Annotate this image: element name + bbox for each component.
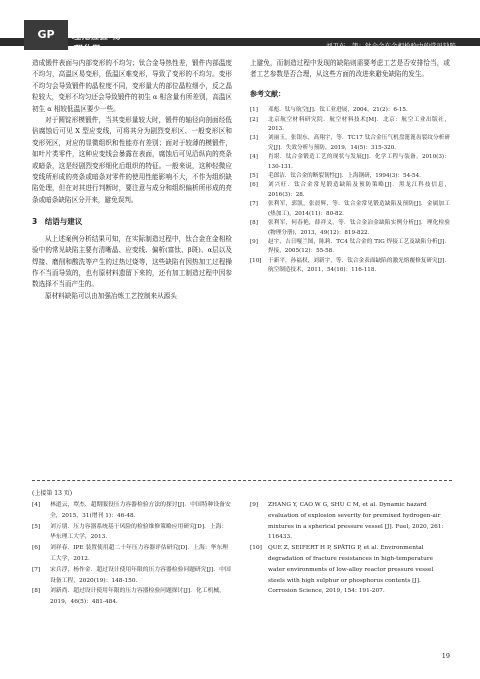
reference-number: [4]: [32, 502, 41, 508]
reference-number: [4]: [250, 154, 258, 161]
reference-item: [250, 153, 450, 172]
section-title: 3 结语与建议: [32, 217, 83, 227]
reference-number: [6]: [32, 545, 41, 552]
reference-text: 刘兴旺．钛合金常见锻造缺陷及预防策略[J]．黑龙江科技信息，2016(3)：28．: [268, 182, 450, 198]
reference-item: [250, 500, 450, 543]
reference-number: [10]: [250, 545, 262, 552]
reference-text: 刘祥春．IPE 装置使用超二十年压力容器评估研究[D]．上海：华东理工大学，2012．: [50, 545, 228, 562]
right-column: [250, 58, 450, 276]
journal-logo-mark: GP: [24, 20, 68, 50]
reference-text: 林道云，覃杰．超期服役压力容器检验方法的探讨[J]．中国特种设备安全，2015，31(增刊 1)：46-48．: [50, 502, 231, 519]
reference-text: 毛郎洁．钛合金的断裂韧性[J]．上海钢研，1994(3)：54-54．: [268, 173, 425, 180]
reference-number: [8]: [32, 588, 41, 595]
reference-item: [250, 172, 450, 181]
running-head: 刘卫东，等：钛合金在金相检验中的常见缺陷: [326, 42, 456, 50]
reference-text: 刘新尚．超过设计使用年限的压力容器检验问题探讨[J]．化工机械，2019，46(5)：481-484．: [50, 588, 225, 606]
page-header: [0, 0, 480, 55]
reference-item: [32, 565, 232, 587]
reference-text: 于新平，孙福权，刘新宇，等．钛合金表面缺陷的激光熔覆修复研究[J]．航空制造技术，2011，54(16)：116-118．: [268, 257, 450, 274]
reference-item: [250, 200, 450, 219]
reference-text: 肖堪．钛合金锻造工艺的现状与发展[J]．化学工程与装备，2010(3)：130-131．: [268, 154, 450, 170]
reference-text: 赵宇，吉日嘎兰图，陈莉．TC4 钛合金的 TIG 焊接工艺及缺陷分析[J]．焊接，2005(12)：55-58．: [268, 238, 450, 255]
reference-text: 北京航空材料研究院．航空材料技术[M]．北京：航空工业出版社，2013．: [268, 116, 450, 133]
reference-item: [250, 543, 450, 597]
reference-item: [32, 500, 232, 522]
continued-reference-list-left: [32, 500, 232, 608]
continued-note: (上接第 13 页): [32, 490, 73, 497]
journal-logo: [24, 20, 124, 55]
reference-item: [250, 106, 450, 115]
body-paragraph: 原材料缺陷可以由加强冶炼工艺控制来从源头: [45, 291, 177, 300]
reference-text: 张利军，郭凯，张晨辉，等．钛合金常见锻造缺陷及预防[J]．金属加工(热加工)，2014(11)：80-82．: [268, 201, 450, 217]
page-number: 19: [441, 652, 450, 660]
reference-number: [6]: [250, 182, 258, 189]
reference-text: 宋兵浮，杨作金．超过设计使用年限的压力容器检验问题研究[J]．中国设备工程，2020(19)：148-150．: [50, 566, 231, 584]
reference-number: [9]: [250, 238, 258, 245]
reference-number: [7]: [32, 566, 41, 573]
section-separator: [32, 480, 452, 481]
continued-reference-list-right: [250, 500, 450, 597]
references-title: 参考文献：: [250, 89, 285, 98]
reference-item: [250, 134, 450, 153]
reference-number: [3]: [250, 135, 258, 142]
reference-number: [7]: [250, 201, 258, 208]
reference-text: 张利军，何春艳，薛祥义，等．钛合金冶金缺陷实例分析[J]．理化检验(物理分册)，2013，49(12)：819-822．: [268, 220, 450, 236]
reference-item: [32, 586, 232, 608]
reference-number: [8]: [250, 220, 258, 227]
journal-logo-text: 理化检验-物理分册: [72, 32, 121, 55]
reference-number: [9]: [250, 502, 259, 508]
reference-text: 刘丽玉，张银东，高翔宇，等．TC17 钛合金压气机盘篦篦齿裂纹分析研究[J]．失效分析与预防，2019，14(5)：315-320．: [268, 135, 450, 151]
reference-text: QUE Z, SEIFERT H P, SPÄTIG P, et al. Environmental degradation of fracture resistances in high-temperature water environments of low-alloy reactor pressure vessel steels with high sulphur or phosphorus contents [J]. Corrosion Science, 2019, 154: 191-207.: [268, 545, 434, 595]
reference-item: [250, 238, 450, 257]
reference-number: [5]: [250, 173, 258, 180]
reference-item: [32, 543, 232, 565]
reference-item: [250, 257, 450, 276]
reference-text: ZHANG Y, CAO W G, SHU C M, et al. Dynamic hazard evaluation of explosion severity for premixed hydrogen-air mixtures in a spherical pressure vessel [J]. Fuel, 2020, 261: 116433.: [268, 502, 444, 541]
reference-item: [250, 219, 450, 238]
body-paragraph: 对于圆锭形模锻件，当其变形量较大时，锻件的轴径向剖面经低倍腐蚀后可见 X 型应变线，可将其分为剧烈变形区、一般变形区和变形死区，对应的显微组织和性能亦有差别；面对于较薄的模锻件，如叶片类零件，这种应变线会暴露在表面，腐蚀后可见沿纵向的亮条或暗条，这是经剧烈变形细化后组织的特征。一般来说，这种轻微应变线所形成的亮条或暗条对零件的使用性能影响不大，不作为组织缺陷处理，但在对其进行判断时，要注意与成分和组织偏析所形成的亮条或暗条缺陷区分开来，避免误判。: [32, 116, 232, 204]
reference-number: [10]: [250, 257, 262, 264]
reference-text: 邓彪．钛与航空[J]．钛工业进展，2004，21(2)：6-15．: [268, 107, 412, 114]
reference-item: [250, 116, 450, 135]
body-paragraph: 从上述案例分析结果可知，在实际制造过程中，钛合金在金相检验中的常见缺陷主要有清晰晶、应变线、偏析(富钛、β斑)、α层以及焊接、磨削和酸洗等产生的过热过烧等，这些缺陷有因热加工过程操作不当而导致的，也有原材料遗留下来的，还有加工制造过程中因参数选择不当而产生的。: [32, 234, 232, 289]
reference-list: [250, 106, 450, 275]
reference-item: [32, 522, 232, 544]
reference-text: 刘万朋．压力容器系统基于风险的检验维修策略应用研究[D]．上海：华东理工大学，2013．: [50, 523, 228, 541]
reference-item: [250, 181, 450, 200]
reference-number: [1]: [250, 107, 258, 114]
left-column: [32, 58, 232, 302]
reference-number: [5]: [32, 523, 41, 530]
body-paragraph: 造成锻件表面与内部变形的不均匀；钛合金导热性差，锻件内部温度不均匀，高温区易变形，低温区难变形，导致了变形的不均匀。变形不均匀会导致锻件的晶粒度不同，变形量大的部位晶粒细小，反之晶粒较大，变形不均匀还会导致锻件的初生 α 相含量有所差别，高温区初生 α 相较低温区要少一些。: [32, 59, 232, 113]
body-paragraph: 上避免，而制造过程中发现的缺陷则需要考虑工艺是否安排恰当，或者工艺参数是否合理，从这些方面的改进来避免缺陷的发生。: [250, 59, 450, 79]
reference-number: [2]: [250, 116, 258, 123]
